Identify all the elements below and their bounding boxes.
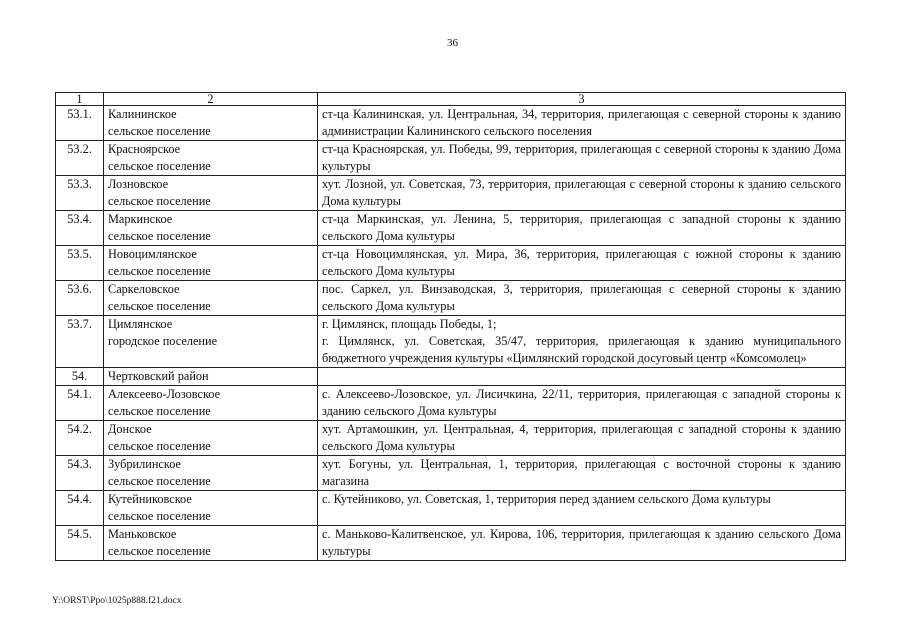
settlement-name-line: Красноярское bbox=[108, 142, 181, 156]
settlement-name-cell bbox=[104, 368, 318, 386]
address-cell bbox=[318, 246, 846, 281]
settlement-name-cell bbox=[104, 386, 318, 421]
column-header-1: 1 bbox=[56, 93, 104, 106]
settlement-name-line: Саркеловское bbox=[108, 282, 180, 296]
settlement-name-cell bbox=[104, 456, 318, 491]
row-number: 53.2. bbox=[56, 141, 104, 176]
settlement-name-line: городское поселение bbox=[108, 334, 218, 348]
settlement-name-cell bbox=[104, 246, 318, 281]
settlement-name-line: Зубрилинское bbox=[108, 457, 181, 471]
table-row bbox=[56, 491, 846, 526]
address-cell bbox=[318, 386, 846, 421]
address-text: ст-ца Калининская, ул. Центральная, 34, территория, прилегающая с северной стороны к зданию администрации Калининского сельского поселения bbox=[322, 107, 841, 138]
address-cell bbox=[318, 106, 846, 141]
address-text: с. Кутейниково, ул. Советская, 1, территория перед зданием сельского Дома культуры bbox=[322, 492, 771, 506]
table-row bbox=[56, 456, 846, 491]
table-header-row bbox=[56, 93, 846, 106]
address-cell bbox=[318, 281, 846, 316]
settlement-name-cell bbox=[104, 106, 318, 141]
row-number: 53.7. bbox=[56, 316, 104, 368]
table-row bbox=[56, 281, 846, 316]
table-row bbox=[56, 386, 846, 421]
address-text: пос. Саркел, ул. Винзаводская, 3, территория, прилегающая с северной стороны к зданию сельского Дома культуры bbox=[322, 282, 841, 313]
table-row bbox=[56, 368, 846, 386]
table-row bbox=[56, 421, 846, 456]
settlement-name-cell bbox=[104, 281, 318, 316]
settlement-name-line: Чертковский район bbox=[108, 369, 209, 383]
row-number: 54.2. bbox=[56, 421, 104, 456]
address-cell bbox=[318, 316, 846, 368]
settlement-name-cell bbox=[104, 491, 318, 526]
settlement-name-cell bbox=[104, 176, 318, 211]
address-text: хут. Богуны, ул. Центральная, 1, территория, прилегающая с восточной стороны к зданию магазина bbox=[322, 457, 841, 488]
row-number: 54.4. bbox=[56, 491, 104, 526]
settlement-name-line: Цимлянское bbox=[108, 317, 173, 331]
address-cell bbox=[318, 456, 846, 491]
file-path-footer: Y:\ORST\Ppo\1025p888.f21.docx bbox=[52, 596, 182, 606]
settlement-name-cell bbox=[104, 141, 318, 176]
address-cell bbox=[318, 421, 846, 456]
row-number: 53.1. bbox=[56, 106, 104, 141]
settlement-name-line: Лозновское bbox=[108, 177, 169, 191]
address-text: ст-ца Маркинская, ул. Ленина, 5, территория, прилегающая с западной стороны к зданию сельского Дома культуры bbox=[322, 212, 841, 243]
settlement-name-line: сельское поселение bbox=[108, 299, 211, 313]
address-text: г. Цимлянск, площадь Победы, 1; bbox=[322, 317, 497, 331]
settlement-name-line: сельское поселение bbox=[108, 264, 211, 278]
row-number: 53.3. bbox=[56, 176, 104, 211]
settlement-name-line: сельское поселение bbox=[108, 229, 211, 243]
address-text: г. Цимлянск, ул. Советская, 35/47, территория, прилегающая к зданию муниципального бюджетного учреждения культуры «Цимлянский городской досуговый центр «Комсомолец» bbox=[322, 334, 841, 365]
row-number: 54.3. bbox=[56, 456, 104, 491]
table-row bbox=[56, 106, 846, 141]
row-number: 54.1. bbox=[56, 386, 104, 421]
table-row bbox=[56, 176, 846, 211]
table-row bbox=[56, 246, 846, 281]
row-number: 53.4. bbox=[56, 211, 104, 246]
settlement-name-cell bbox=[104, 316, 318, 368]
settlement-name-cell bbox=[104, 421, 318, 456]
page-number: 36 bbox=[447, 37, 458, 49]
settlement-name-line: сельское поселение bbox=[108, 474, 211, 488]
locations-table bbox=[55, 92, 846, 561]
settlement-name-line: Маркинское bbox=[108, 212, 173, 226]
row-number: 54.5. bbox=[56, 526, 104, 561]
settlement-name-line: Алексеево-Лозовское bbox=[108, 387, 221, 401]
settlement-name-line: сельское поселение bbox=[108, 159, 211, 173]
settlement-name-line: Новоцимлянское bbox=[108, 247, 197, 261]
settlement-name-line: сельское поселение bbox=[108, 509, 211, 523]
address-text: хут. Артамошкин, ул. Центральная, 4, территория, прилегающая с западной стороны к зданию сельского Дома культуры bbox=[322, 422, 841, 453]
address-cell bbox=[318, 526, 846, 561]
settlement-name-cell bbox=[104, 211, 318, 246]
address-text: хут. Лозной, ул. Советская, 73, территория, прилегающая с северной стороны к зданию сельского Дома культуры bbox=[322, 177, 841, 208]
address-cell bbox=[318, 491, 846, 526]
column-header-3: 3 bbox=[318, 93, 846, 106]
settlement-name-line: сельское поселение bbox=[108, 194, 211, 208]
table-row bbox=[56, 141, 846, 176]
settlement-name-line: Кутейниковское bbox=[108, 492, 192, 506]
settlement-name-line: Донское bbox=[108, 422, 152, 436]
settlement-name-line: Калининское bbox=[108, 107, 177, 121]
address-cell bbox=[318, 176, 846, 211]
settlement-name-line: сельское поселение bbox=[108, 439, 211, 453]
table-body bbox=[56, 93, 846, 561]
table-row bbox=[56, 316, 846, 368]
settlement-name-line: сельское поселение bbox=[108, 124, 211, 138]
table-row bbox=[56, 211, 846, 246]
column-header-2: 2 bbox=[104, 93, 318, 106]
address-text: ст-ца Красноярская, ул. Победы, 99, территория, прилегающая с северной стороны к зданию Дома культуры bbox=[322, 142, 841, 173]
settlement-name-line: сельское поселение bbox=[108, 404, 211, 418]
address-text: ст-ца Новоцимлянская, ул. Мира, 36, территория, прилегающая с южной стороны к зданию сельского Дома культуры bbox=[322, 247, 841, 278]
row-number: 53.6. bbox=[56, 281, 104, 316]
address-cell bbox=[318, 368, 846, 386]
table-row bbox=[56, 526, 846, 561]
row-number: 53.5. bbox=[56, 246, 104, 281]
address-cell bbox=[318, 211, 846, 246]
address-text: с. Маньково-Калитвенское, ул. Кирова, 106, территория, прилегающая к зданию сельского Дома культуры bbox=[322, 527, 841, 558]
address-text: с. Алексеево-Лозовское, ул. Лисичкина, 22/11, территория, прилегающая с западной стороны к зданию сельского Дома культуры bbox=[322, 387, 841, 418]
address-cell bbox=[318, 141, 846, 176]
settlement-name-line: сельское поселение bbox=[108, 544, 211, 558]
row-number: 54. bbox=[56, 368, 104, 386]
settlement-name-line: Маньковское bbox=[108, 527, 177, 541]
settlement-name-cell bbox=[104, 526, 318, 561]
